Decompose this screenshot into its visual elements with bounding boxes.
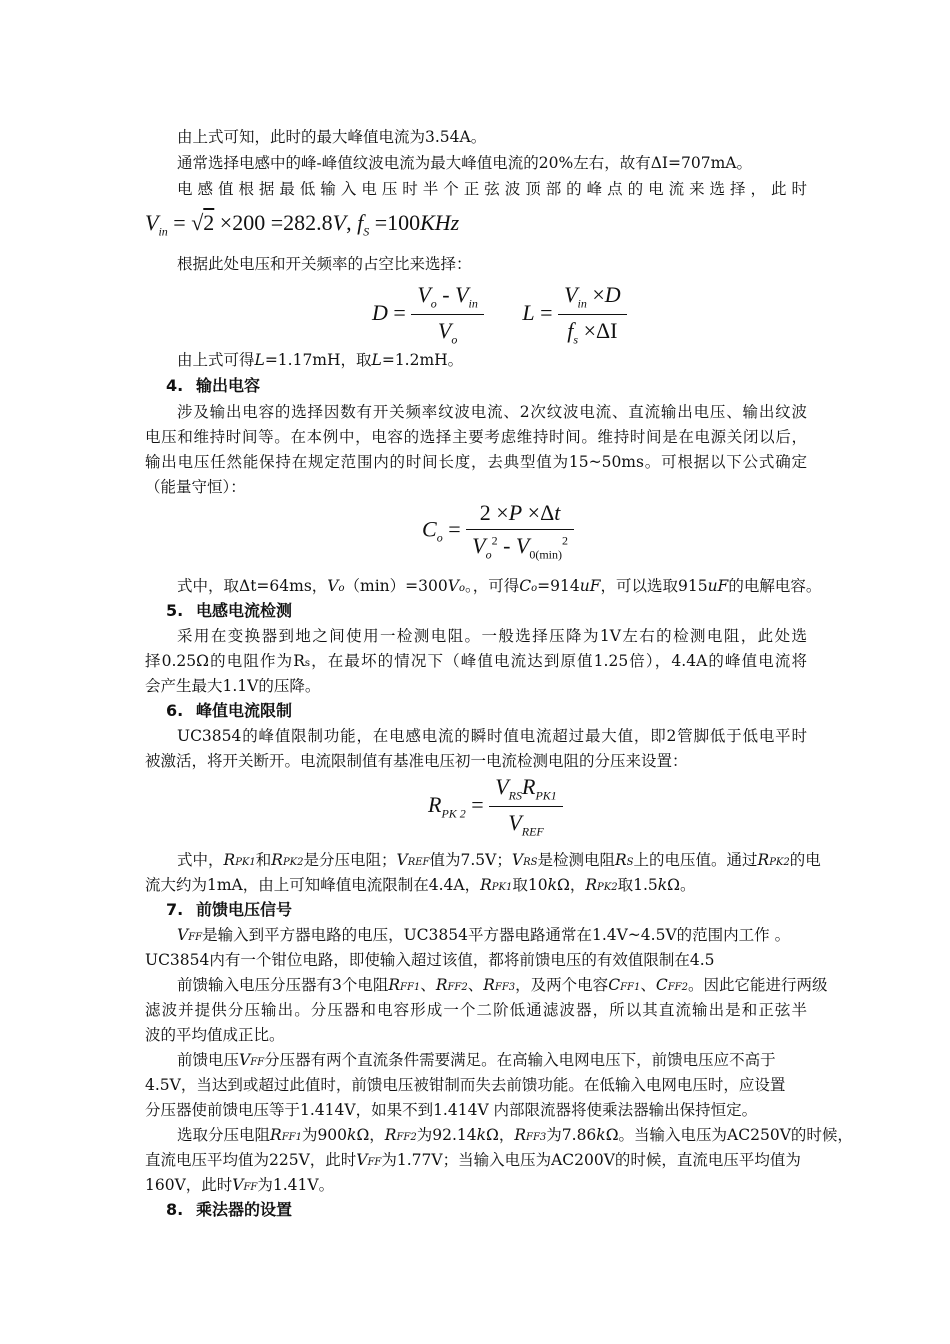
text-line: UC3854的峰值限制功能，在电感电流的瞬时值电流超过最大值，即2管脚低于低电平时 [177,727,807,745]
text-line: UC3854内有一个钳位电路，即使输入超过该值，都将前馈电压的有效值限制在4.5 [145,951,715,969]
text-line: 选取分压电阻RFF1为900kΩ，RFF2为92.14kΩ，RFF3为7.86kΩ。当输入电压为AC250V的时候， [177,1126,853,1144]
section-heading-6: 6. 峰值电流限制 [166,701,293,720]
text-line: （能量守恒）： [145,478,246,496]
text-line: 波的平均值成正比。 [145,1026,285,1044]
equation-capacitance: $C_o$ = $\frac{2 \times P \times\Delta t}{V_o^2 - V_{0(min)}^2}$ [422,500,574,562]
text-line: VFF是输入到平方器电路的电压，UC3854平方器电路通常在1.4V~4.5V的范围内工作 。 [177,926,791,944]
text-line: 流大约为1mA，由上可知峰值电流限制在4.4A，RPK1取10kΩ，RPK2取1.5kΩ。 [145,876,696,894]
text-line: 前馈电压VFF分压器有两个直流条件需要满足。在高输入电网电压下，前馈电压应不高于 [177,1051,776,1069]
text-line: 电感值根据最低输入电压时半个正弦波顶部的峰点的电流来选择，此时 [177,180,807,198]
text-line: 会产生最大1.1V的压降。 [145,677,321,695]
section-heading-8: 8. 乘法器的设置 [166,1200,293,1219]
text-line: 电压和维持时间等。在本例中，电容的选择主要考虑维持时间。维持时间是在电源关闭以后， [145,428,807,446]
section-heading-4: 4. 输出电容 [166,376,261,395]
text-line: 直流电压平均值为225V，此时VFF为1.77V；当输入电压为AC200V的时候，直流电压平均值为 [145,1151,801,1169]
equation-duty-inductance: D = $\frac{V_o - V_{in}}{V_o}$ L = $\frac{V_{in} \times D}{f_s \times\Delta I}$ [372,282,627,348]
equation-vin-fs: $V_{in} = √2 \times 200 =282.8V$, $f_S =100KHz$ [145,210,460,239]
text-line: 采用在变换器到地之间使用一检测电阻。一般选择压降为1V左右的检测电阻，此处选 [177,627,807,645]
equation-rpk2: $R_{PK 2}$ = $\frac{V_{RS}R_{PK1}}{V_{REF}}$ [428,774,563,840]
text-line: 式中，取Δt=64ms，Vo（min）=300Vo。，可得Co=914uF，可以选取915uF的电解电容。 [177,577,822,595]
section-heading-7: 7. 前馈电压信号 [166,900,293,919]
section-heading-5: 5. 电感电流检测 [166,601,293,620]
text-line: 前馈输入电压分压器有3个电阻RFF1、RFF2、RFF3，及两个电容CFF1、CFF2。因此它能进行两级 [177,976,828,994]
text-line: 分压器使前馈电压等于1.414V，如果不到1.414V 内部限流器将使乘法器输出保持恒定。 [145,1101,758,1119]
text-line: 通常选择电感中的峰-峰值纹波电流为最大峰值电流的20%左右，故有ΔI=707mA。 [177,154,752,172]
text-line: 4.5V，当达到或超过此值时，前馈电压被钳制而失去前馈功能。在低输入电网电压时，应设置 [145,1076,786,1094]
text-line: 输出电压任然能保持在规定范围内的时间长度，去典型值为15~50ms。可根据以下公式确定 [145,453,807,471]
text-line: 涉及输出电容的选择因数有开关频率纹波电流、2次纹波电流、直流输出电压、输出纹波 [177,403,807,421]
text-line: 由上式可得L=1.17mH，取L=1.2mH。 [177,351,464,369]
text-line: 式中，RPK1和RPK2是分压电阻；VREF值为7.5V；VRS是检测电阻RS上的电压值。通过RPK2的电 [177,851,821,869]
text-line: 160V，此时VFF为1.41V。 [145,1176,335,1194]
text-line: 滤波并提供分压输出。分压器和电容形成一个二阶低通滤波器，所以其直流输出是和正弦半 [145,1001,807,1019]
text-line: 被激活，将开关断开。电流限制值有基准电压初一电流检测电阻的分压来设置： [145,752,688,770]
text-line: 由上式可知，此时的最大峰值电流为3.54A。 [177,128,487,146]
text-line: 择0.25Ω的电阻作为Rs，在最坏的情况下（峰值电流达到原值1.25倍），4.4A的峰值电流将 [145,652,807,670]
text-line: 根据此处电压和开关频率的占空比来选择： [177,255,472,273]
